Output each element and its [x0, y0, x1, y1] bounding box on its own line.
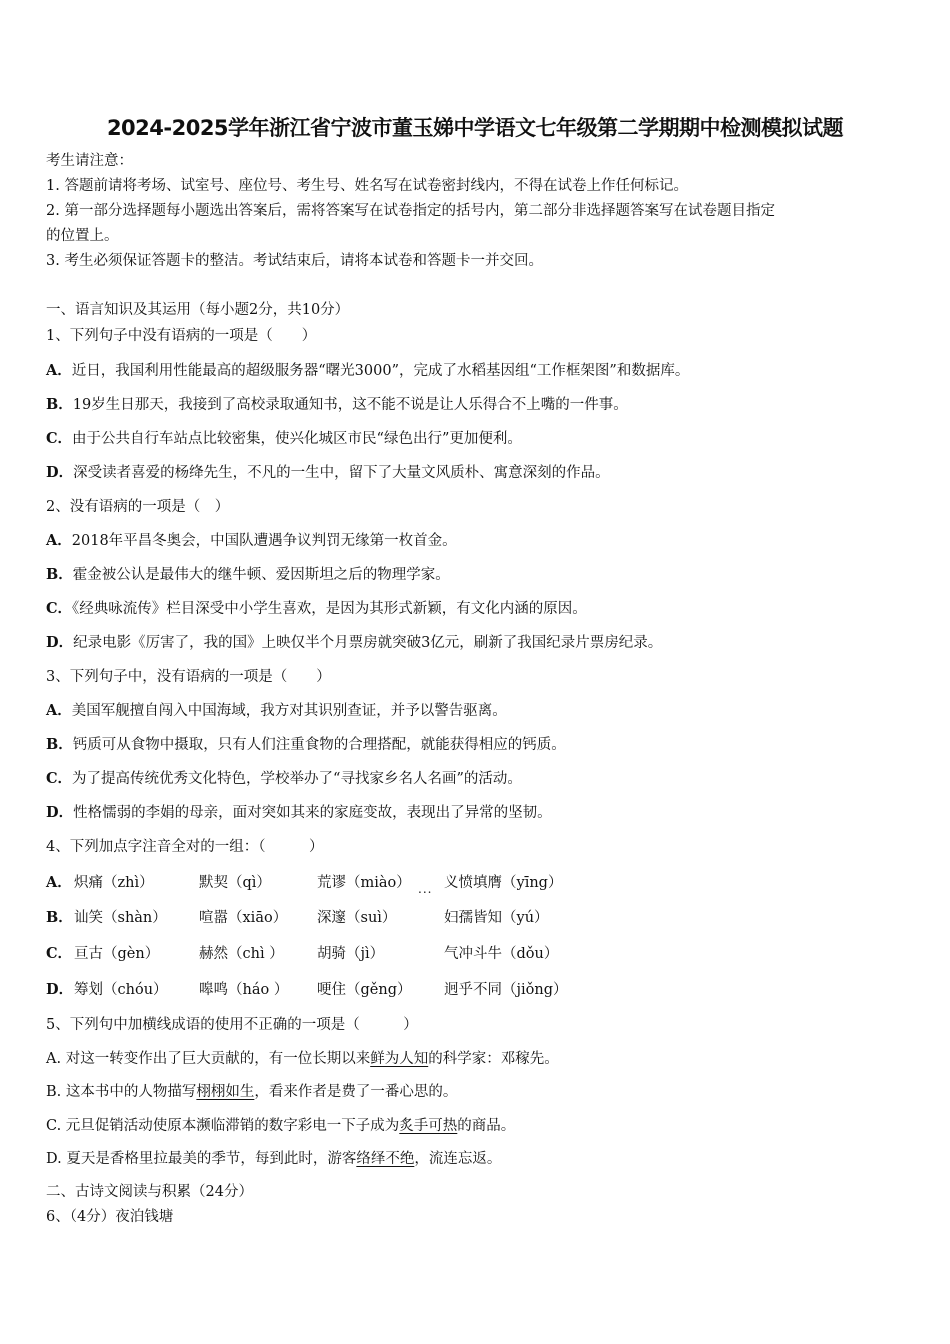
- option-letter: C．: [46, 945, 73, 962]
- q3-option-a: [46, 701, 507, 721]
- option-text: 深受读者喜爱的杨绛先生，不凡的一生中，留下了大量文风质朴、寓意深刻的作品。: [73, 465, 610, 481]
- q3-stem: 3、下列句子中，没有语病的一项是（ ）: [46, 669, 331, 685]
- q5-option-d: [46, 1149, 501, 1169]
- q1-option-a: [46, 361, 689, 381]
- option-text: 钙质可从食物中摄取，只有人们注重食物的合理搭配，就能获得相应的钙质。: [72, 737, 566, 753]
- q5-stem: 5、下列句中加横线成语的使用不正确的一项是（ ）: [46, 1017, 418, 1033]
- page-title: 2024-2025学年浙江省宁波市董玉娣中学语文七年级第二学期期中检测模拟试题: [106, 116, 844, 140]
- option-text: D. 夏天是香格里拉最美的季节，每到此时，游客: [46, 1151, 357, 1167]
- option-text: 2018年平昌冬奥会，中国队遭遇争议判罚无缘第一枚首金。: [71, 533, 457, 549]
- q1-option-d: [46, 463, 610, 483]
- option-text: ，看来作者是费了一番心思的。: [254, 1084, 458, 1100]
- q2-option-c: [46, 599, 587, 619]
- q3-option-c: [46, 769, 522, 789]
- pinyin-cell: 讪笑（shàn）: [74, 910, 167, 926]
- option-text: 性格懦弱的李娟的母亲，面对突如其来的家庭变故，表现出了异常的坚韧。: [73, 805, 552, 821]
- option-letter: C．: [46, 430, 73, 447]
- option-letter: B．: [46, 396, 73, 413]
- notice-item: 1. 答题前请将考场、试室号、座位号、考生号、姓名写在试卷密封线内，不得在试卷上作任何标记。: [46, 178, 688, 194]
- option-letter: A．: [46, 362, 72, 379]
- pinyin-cell: 赫然（chì ）: [199, 946, 284, 962]
- option-letter: C．: [46, 770, 73, 787]
- option-letter: A．: [46, 874, 72, 891]
- q2-option-d: [46, 633, 662, 653]
- option-letter: A．: [46, 532, 72, 549]
- option-text: 纪录电影《厉害了，我的国》上映仅半个月票房就突破3亿元，刷新了我国纪录片票房纪录。: [73, 635, 663, 651]
- pinyin-cell: 妇孺皆知（yú）: [444, 910, 549, 926]
- pinyin-cell: 哽住（gěng）: [317, 982, 412, 998]
- pinyin-cell: 默契（qì）: [199, 875, 271, 891]
- underlined-idiom: 鲜为人知: [370, 1051, 429, 1067]
- q3-option-b: [46, 735, 566, 755]
- notice-item: 3. 考生必须保证答题卡的整洁。考试结束后，请将本试卷和答题卡一并交回。: [46, 253, 543, 269]
- option-text: ，流连忘返。: [414, 1151, 502, 1167]
- q5-option-b: [46, 1082, 457, 1102]
- q1-option-b: [46, 395, 628, 415]
- q4-stem: 4、下列加点字注音全对的一组：（ ）: [46, 839, 324, 855]
- option-text: 近日，我国利用性能最高的超级服务器“曙光3000”，完成了水稻基因组“工作框架图”和数据库。: [71, 363, 690, 379]
- option-letter: D．: [46, 804, 74, 821]
- option-letter: C．: [46, 600, 73, 617]
- notice-item: 2. 第一部分选择题每小题选出答案后，需将答案写在试卷指定的括号内，第二部分非选择题答案写在试卷题目指定: [46, 203, 775, 219]
- pinyin-cell: 胡骑（jì）: [317, 946, 385, 962]
- pinyin-cell: 义愤填膺（yīng）: [444, 875, 563, 891]
- option-letter: A．: [46, 702, 72, 719]
- emphasis-dots: ...: [418, 882, 433, 896]
- option-text: 的科学家：邓稼先。: [428, 1051, 559, 1067]
- pinyin-cell: 筹划（chóu）: [74, 982, 168, 998]
- underlined-idiom: 络绎不绝: [356, 1151, 415, 1167]
- pinyin-cell: 深邃（suì）: [317, 910, 397, 926]
- option-letter: D．: [46, 634, 74, 651]
- section2-heading: 二、古诗文阅读与积累（24分）: [46, 1184, 253, 1200]
- option-text: 霍金被公认是最伟大的继牛顿、爱因斯坦之后的物理学家。: [72, 567, 450, 583]
- option-letter: B．: [46, 736, 73, 753]
- pinyin-cell: 迥乎不同（jiǒng）: [444, 982, 568, 998]
- q5-option-a: [46, 1049, 559, 1069]
- q6-stem: 6、（4分）夜泊钱塘: [46, 1209, 174, 1225]
- pinyin-cell: 嗥鸣（háo ）: [199, 982, 289, 998]
- pinyin-cell: 喧嚣（xiāo）: [199, 910, 288, 926]
- q2-option-a: [46, 531, 457, 551]
- pinyin-cell: 炽痛（zhì）: [74, 875, 154, 891]
- option-letter: D．: [46, 981, 74, 998]
- option-text: 为了提高传统优秀文化特色，学校举办了“寻找家乡名人名画”的活动。: [72, 771, 522, 787]
- q5-option-c: [46, 1116, 515, 1136]
- option-letter: B．: [46, 566, 73, 583]
- option-text: 美国军舰擅自闯入中国海域，我方对其识别查证，并予以警告驱离。: [71, 703, 507, 719]
- pinyin-cell: 荒谬（miào）: [317, 875, 411, 891]
- notice-heading: 考生请注意：: [46, 153, 133, 169]
- pinyin-cell: 亘古（gèn）: [74, 946, 160, 962]
- option-text: 的商品。: [457, 1118, 516, 1134]
- option-text: 19岁生日那天，我接到了高校录取通知书，这不能不说是让人乐得合不上嘴的一件事。: [72, 397, 628, 413]
- section1-heading: 一、语言知识及其运用（每小题2分，共10分）: [46, 302, 350, 318]
- option-letter: D．: [46, 464, 74, 481]
- option-text: A. 对这一转变作出了巨大贡献的，有一位长期以来: [46, 1051, 371, 1067]
- option-letter: B．: [46, 909, 73, 926]
- q1-option-c: [46, 429, 522, 449]
- option-text: 《经典咏流传》栏目深受中小学生喜欢，是因为其形式新颖，有文化内涵的原因。: [72, 601, 587, 617]
- underlined-idiom: 炙手可热: [399, 1118, 458, 1134]
- option-text: 由于公共自行车站点比较密集，使兴化城区市民“绿色出行”更加便利。: [72, 431, 522, 447]
- q1-stem: 1、下列句子中没有语病的一项是（ ）: [46, 328, 317, 344]
- option-text: B. 这本书中的人物描写: [46, 1084, 197, 1100]
- q3-option-d: [46, 803, 552, 823]
- q2-option-b: [46, 565, 450, 585]
- notice-item: 的位置上。: [46, 228, 119, 244]
- pinyin-cell: 气冲斗牛（dǒu）: [444, 946, 559, 962]
- underlined-idiom: 栩栩如生: [196, 1084, 255, 1100]
- q2-stem: 2、没有语病的一项是（ ）: [46, 499, 230, 515]
- option-text: C. 元旦促销活动使原本濒临滞销的数字彩电一下子成为: [46, 1118, 400, 1134]
